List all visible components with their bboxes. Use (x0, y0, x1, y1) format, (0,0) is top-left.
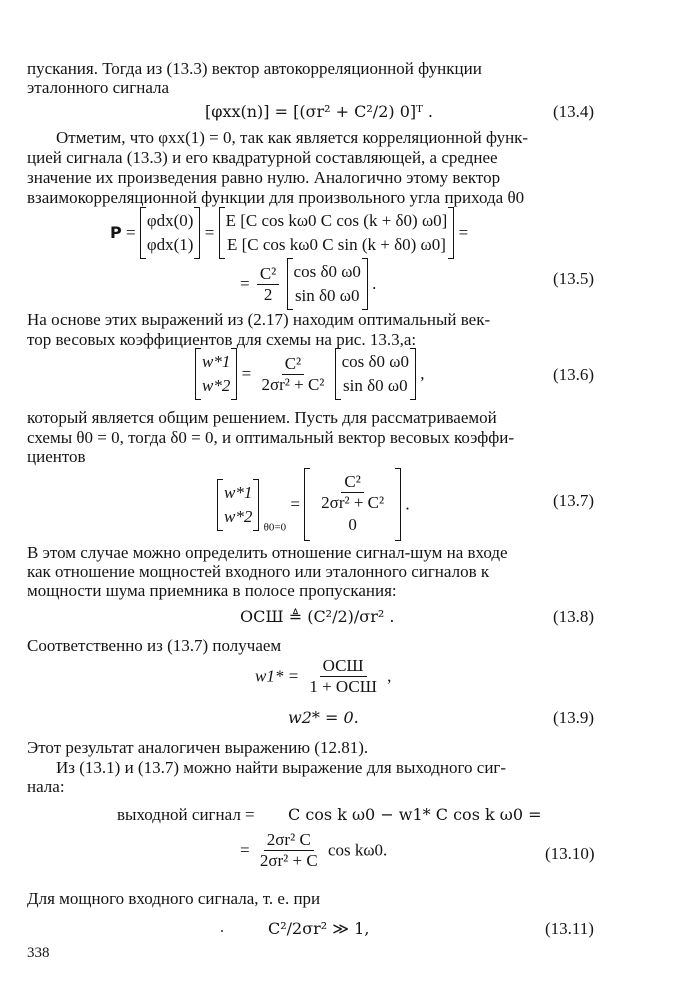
denominator: 2 (263, 284, 273, 304)
denominator: 2σr² + C² (321, 493, 385, 512)
equals-sign: = (241, 364, 252, 383)
period: . (405, 494, 410, 514)
comma: , (387, 666, 392, 686)
equation-number: (13.11) (545, 919, 594, 938)
equation-13-5-result (240, 258, 376, 310)
matrix-entry: w*2 (224, 506, 253, 526)
fraction (257, 830, 321, 871)
output-signal-label: выходной сигнал = (117, 805, 255, 824)
denominator: 2σr² + C² (261, 374, 325, 394)
equation-13-4: [φxx(n)] = [(σr² + C²/2) 0]ᵀ . (205, 102, 434, 121)
period: . (372, 274, 377, 293)
optimal-vector (304, 468, 401, 541)
equation-number: (13.7) (553, 491, 595, 510)
cos-sin-vector (287, 258, 368, 310)
matrix-entry: 0 (348, 515, 357, 534)
equation-13-8: ОСШ ≜ (C²/2)/σr² . (240, 607, 395, 626)
equation-13-10a: C cos k ω0 − w1* C cos k ω0 = (288, 805, 542, 824)
equation-number: (13.8) (553, 607, 595, 626)
subscript: θ0=0 (263, 521, 287, 534)
text-line: циентов (27, 447, 86, 466)
fraction (258, 354, 327, 395)
text-line: взаимокорреляционной функции для произвольного угла прихода θ0 (27, 188, 525, 207)
text-line: который является общим решением. Пусть для рассматриваемой (27, 408, 497, 427)
expectation-vector (219, 207, 455, 259)
text-line: Соответственно из (13.7) получаем (27, 636, 282, 655)
numerator: C² (282, 354, 304, 375)
matrix-entry: sin δ0 ω0 (294, 286, 360, 305)
text-line: схемы θ0 = 0, тогда δ0 = 0, и оптимальный вектор весовых коэффи- (27, 428, 514, 447)
equation-13-11: C²/2σr² ≫ 1, (268, 919, 370, 938)
equation-number: (13.9) (553, 708, 595, 727)
text-line: Отметим, что φxx(1) = 0, так как является корреляционной функ- (56, 128, 529, 147)
fraction (306, 656, 380, 697)
printing-speck (221, 930, 223, 932)
matrix-entry: cos δ0 ω0 (293, 262, 361, 281)
text-line: В этом случае можно определить отношение сигнал-шум на входе (27, 543, 508, 562)
text-line: На основе этих выражений из (2.17) находим оптимальный век- (27, 310, 491, 329)
p-vector-symbol: P (110, 223, 122, 242)
matrix-entry: w*2 (202, 376, 231, 395)
matrix-entry: φdx(0) (146, 211, 194, 230)
fraction (257, 264, 279, 305)
numerator: 2σr² C (264, 830, 314, 851)
matrix-entry: cos δ0 ω0 (341, 352, 410, 371)
page-number: 338 (27, 945, 50, 961)
equation-number: (13.10) (545, 844, 595, 863)
text-line: нала: (27, 777, 65, 796)
w1-symbol: w1* = (255, 666, 300, 686)
text-line: Из (13.1) и (13.7) можно найти выражение для выходного сиг- (56, 758, 507, 777)
numerator: ОСШ (320, 656, 367, 677)
text-line: значение их произведения равно нулю. Аналогично этому вектор (27, 168, 501, 187)
denominator: 2σr² + C (259, 851, 318, 870)
denominator: 1 + ОСШ (309, 677, 377, 696)
text-line: цией сигнала (13.3) и его квадратурной составляющей, а среднее (27, 148, 498, 167)
equation-number: (13.4) (553, 102, 595, 121)
numerator: C² (257, 264, 279, 285)
correlation-vector (140, 207, 201, 259)
equals-sign: = (204, 223, 215, 242)
equation-13-9b: w2* = 0. (288, 708, 359, 727)
comma: , (420, 364, 425, 383)
weight-vector (195, 348, 237, 400)
equation-13-7 (217, 468, 410, 541)
equals-sign: = (290, 494, 300, 514)
matrix-entry: φdx(1) (146, 235, 194, 254)
matrix-entry: w*1 (202, 352, 231, 371)
matrix-entry: E [C cos kω0 C cos (k + δ0) ω0] (225, 211, 448, 230)
equation-number: (13.5) (553, 269, 595, 288)
equation-13-9a (255, 656, 391, 697)
weight-vector (217, 479, 259, 531)
matrix-entry: sin δ0 ω0 (343, 376, 408, 395)
equation-number: (13.6) (553, 365, 595, 384)
numerator: C² (341, 472, 363, 493)
equals-sign: = (458, 223, 469, 242)
text-line: пускания. Тогда из (13.3) вектор автокорреляционной функции (27, 59, 482, 78)
text-line: как отношение мощностей входного или эталонного сигналов к (27, 562, 490, 581)
equation-13-5 (110, 207, 468, 259)
equation-13-6 (195, 348, 425, 400)
equation-13-10b (240, 830, 387, 871)
equals-sign: = (125, 223, 136, 242)
cos-sin-vector (335, 348, 416, 400)
text-line: Для мощного входного сигнала, т. е. при (27, 889, 321, 908)
text-line: Этот результат аналогичен выражению (12.81). (27, 738, 369, 757)
equals-sign: = (240, 840, 250, 860)
equals-sign: = (240, 274, 250, 293)
text-line: мощности шума приемника в полосе пропускания: (27, 581, 397, 600)
cos-term: cos kω0. (327, 840, 388, 860)
fraction (318, 472, 387, 513)
text-line: эталонного сигнала (27, 78, 170, 97)
matrix-entry: E [C cos kω0 C sin (k + δ0) ω0] (226, 235, 446, 254)
text-line: тор весовых коэффициентов для схемы на рис. 13.3,а: (27, 330, 417, 349)
matrix-entry: w*1 (224, 482, 253, 502)
